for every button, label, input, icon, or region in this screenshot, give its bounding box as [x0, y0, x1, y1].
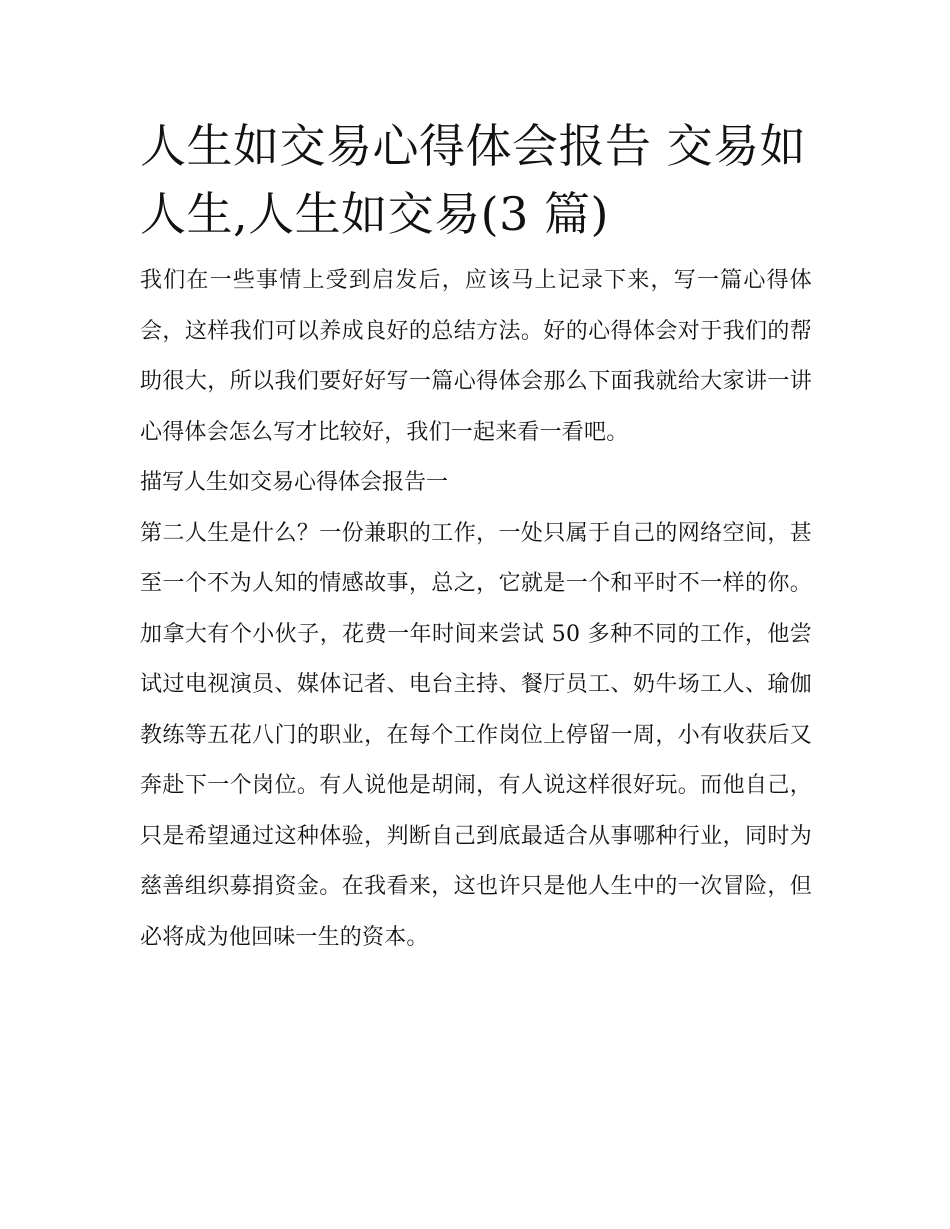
section-heading: 描写人生如交易心得体会报告一 — [140, 470, 449, 495]
intro-paragraph: 我们在一些事情上受到启发后，应该马上记录下来，写一篇心得体会，这样我们可以养成良好的总结方法。好的心得体会对于我们的帮助很大，所以我们要好好写一篇心得体会那么下面我就给大家讲一讲心得体会怎么写才比较好，我们一起来看一看吧。 — [140, 268, 812, 445]
document-page — [140, 112, 812, 963]
body-paragraph: 第二人生是什么？一份兼职的工作，一处只属于自己的网络空间，甚至一个不为人知的情感故事，总之，它就是一个和平时不一样的你。加拿大有个小伙子，花费一年时间来尝试 50 多种不同的工作，他尝试过电视演员、媒体记者、电台主持、餐厅员工、奶牛场工人、瑜伽教练等五花八门的职业，在每个工作岗位上停留一周，小有收获后又奔赴下一个岗位。有人说他是胡闹，有人说这样很好玩。而他自己，只是希望通过这种体验，判断自己到底最适合从事哪种行业，同时为慈善组织募捐资金。在我看来，这也许只是他人生中的一次冒险，但必将成为他回味一生的资本。 — [140, 520, 812, 950]
document-title: 人生如交易心得体会报告 交易如人生,人生如交易(3 篇) — [140, 119, 807, 241]
